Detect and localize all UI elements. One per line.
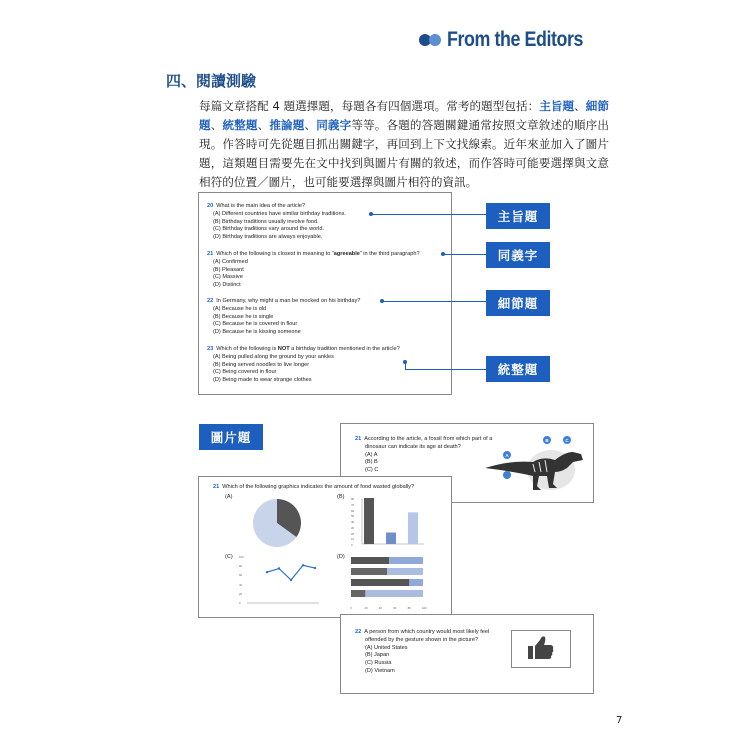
header-title: From the Editors [446,28,583,51]
option: (A) Being pulled along the ground by your ankles [213,353,334,360]
series-line [267,565,315,580]
x-tick: 0 [350,606,352,610]
option: (B) Because he is single [213,313,274,320]
question-stem: What is the main idea of the article? [216,203,306,209]
bar-segment [409,579,423,586]
dinosaur-skeleton-icon [481,438,589,500]
question-stem: According to the article, a fossil from which part of a [364,436,493,442]
bar-segment [351,557,389,564]
option: (C) Because he is covered in flour [213,321,298,328]
option: (C) C [365,467,379,474]
type-synthesis: 統整題 [222,118,258,132]
question-stem: Which of the following is closest in meaning to “ [216,251,334,257]
chart-a-pie [251,497,303,549]
type-detail: 細節題 [199,99,609,132]
question-number: 22 [355,629,362,635]
option: (D) Birthday traditions are always enjoyable. [213,234,323,241]
tag-detail: 細節題 [486,290,550,316]
picture-question-charts [198,476,452,618]
question-number: 23 [207,346,214,352]
option: (B) Being served noodles to live longer [213,361,310,368]
question-number: 21 [355,436,362,442]
gesture-picture [511,630,571,668]
bar [408,512,418,544]
section-title: 四、閱讀測驗 [166,72,257,90]
question-keyword: NOT [277,346,290,352]
question-22 [207,298,360,337]
data-point [266,571,268,573]
marker-dot [503,471,511,479]
marker-b: B [543,436,551,444]
bar [364,498,374,544]
question-21 [207,251,420,290]
chart-label-c: (C) [225,554,233,560]
option: (B) Pleasant [213,266,244,273]
leader-line [443,254,486,255]
option: (A) A [365,451,378,458]
question-stem: dinosaur can indicate its age at death? [365,443,461,450]
question-21-charts [213,484,414,492]
x-tick: 60 [393,606,397,610]
question-number: 21 [213,484,220,490]
marker-c: C [563,436,571,444]
header-dots-icon [419,34,441,46]
option: (C) Being covered in flour [213,369,277,376]
exam-sample-box [198,192,452,395]
question-stem: a birthday tradition mentioned in the article? [289,346,400,352]
question-stem: Which of the following graphics indicates the amount of food wasted globally? [222,484,415,490]
y-tick: 100 [239,555,244,559]
thumbs-up-icon [512,631,570,667]
y-tick: 0 [351,543,353,547]
type-inference: 推論題 [269,118,305,132]
bar-segment [389,557,423,564]
option: (D) Being made to wear strange clothes [213,377,312,384]
y-tick: 0 [239,601,241,605]
question-stem: ” in the third paragraph? [359,251,420,257]
tag-synthesis: 統整題 [486,356,550,382]
y-tick: 80 [239,564,243,569]
y-tick: 80 [351,497,355,501]
y-tick: 70 [351,502,355,507]
x-tick: 80 [407,606,411,610]
chart-d-hbar [349,555,427,605]
option: (A) Confirmed [213,258,248,265]
y-tick: 30 [351,525,355,530]
option: (A) Because he is old [213,305,267,312]
bar-segment [387,568,423,575]
question-22-gesture [355,629,489,676]
data-point [314,567,316,569]
bar-segment [351,568,387,575]
question-number: 21 [207,251,214,257]
tag-synonym: 同義字 [486,242,550,268]
leader-line [382,301,486,302]
picture-question-gesture [340,614,594,694]
question-stem: offended by the gesture shown in the picture? [365,636,479,643]
y-tick: 20 [239,591,243,596]
option: (C) Russia [365,660,392,667]
option: (D) Vietnam [365,667,395,674]
option: (C) Massive [213,274,243,281]
x-tick: 100 [422,606,427,610]
type-synonym: 同義字 [316,118,352,132]
data-point [290,579,292,581]
para-sep: 、 [210,118,223,132]
chart-c-line [243,555,321,605]
question-stem: In Germany, why might a man be mocked on his birthday? [216,298,361,304]
question-keyword: agreeable [333,251,360,257]
option: (A) United States [365,644,408,651]
option: (D) Distinct [213,282,241,289]
y-tick: 40 [351,520,355,524]
question-23 [207,346,400,385]
bar-segment [351,590,365,597]
option: (B) B [365,459,378,466]
intro-paragraph [199,97,609,192]
data-point [302,564,304,566]
option: (A) Different countries have similar birthday traditions. [213,210,346,217]
question-stem: A person from which country would most likely feel [364,629,490,635]
option: (D) Because he is kissing someone [213,329,301,336]
chart-label-b: (B) [337,494,345,500]
chart-label-a: (A) [225,494,233,500]
bar [386,533,396,545]
leader-line [405,369,486,370]
marker-a: A [503,451,511,459]
question-stem: Which of the following is [216,346,278,352]
question-number: 20 [207,203,214,209]
tag-main-idea: 主旨題 [486,203,550,229]
bar-segment [365,590,423,597]
y-tick: 60 [239,573,243,578]
chart-label-d: (D) [337,554,345,560]
y-tick: 40 [239,582,243,587]
option: (C) Birthday traditions vary around the world. [213,226,324,233]
chart-b-bar [354,497,426,547]
para-text: 每篇文章搭配 4 題選擇題，每題各有四個選項。常考的題型包括： [199,99,540,113]
para-sep: 、 [257,118,270,132]
y-tick: 20 [351,531,355,536]
data-point [278,567,280,569]
para-sep: 、 [304,118,317,132]
x-tick: 20 [364,606,368,610]
y-tick: 60 [351,508,355,513]
page-number: 7 [616,715,623,726]
leader-line [371,214,486,215]
type-main-idea: 主旨題 [539,99,575,113]
para-text: 等等。各題的答題關鍵通常按照文章敘述的順序出現。作答時可先從題目抓出關鍵字，再回到上下文找線索。近年來並加入了圖片題，這類題目需要先在文中找到與圖片有關的敘述，而作答時可能要選擇與文意相符的位置／圖片，也可能要選擇與圖片相符的資訊。 [199,118,609,189]
bar-segment [351,579,409,586]
question-number: 22 [207,298,214,304]
tag-picture: 圖片題 [199,424,263,450]
y-tick: 10 [351,537,355,542]
option: (B) Japan [365,652,390,659]
y-tick: 50 [351,514,355,519]
question-20 [207,203,346,242]
question-21-dinosaur [355,436,492,475]
option: (B) Birthday traditions usually involve food. [213,218,319,225]
x-tick: 40 [378,606,382,610]
section-header [419,28,607,52]
para-sep: 、 [574,99,586,113]
